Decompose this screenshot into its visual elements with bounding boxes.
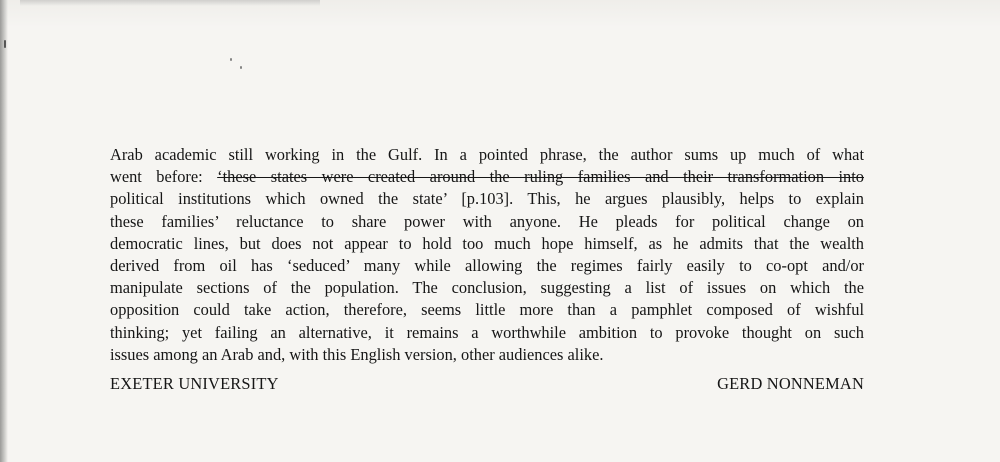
scan-speck [4,40,6,48]
scan-speck [240,66,242,69]
struck-quote: ‘these states were created around the ruling families and their transformation into [217,167,864,187]
review-paragraph [110,144,864,366]
paragraph-line: issues among an Arab and, with this English version, other audiences alike. [110,344,604,364]
paragraph-line: thinking; yet failing an alternative, it remains a worthwhile ambition to provoke thought on such [110,322,864,342]
paragraph-line: manipulate sections of the population. The conclusion, suggesting a list of issues on which the [110,278,864,298]
line-start: went before: [110,167,218,187]
paragraph-line [110,166,864,188]
reviewer-name: GERD NONNEMAN [717,374,864,393]
paragraph-line: democratic lines, but does not appear to hold too much hope himself, as he admits that the wealth [110,233,864,253]
paragraph-line: these families’ reluctance to share power with anyone. He pleads for political change on [110,211,864,231]
scan-edge-shadow [0,0,8,462]
paragraph-line: opposition could take action, therefore, seems little more than a pamphlet composed of wishful [110,300,864,320]
scan-top-bleed [20,0,320,6]
scan-speck [230,58,232,61]
paragraph-line: political institutions which owned the state’ [p.103]. This, he argues plausibly, helps to explain [110,189,864,209]
reviewer-institution: EXETER UNIVERSITY [110,374,279,393]
paragraph-line: Arab academic still working in the Gulf. In a pointed phrase, the author sums up much of what [110,145,864,164]
paragraph-line: derived from oil has ‘seduced’ many while allowing the regimes fairly easily to co-opt and/or [110,256,864,276]
